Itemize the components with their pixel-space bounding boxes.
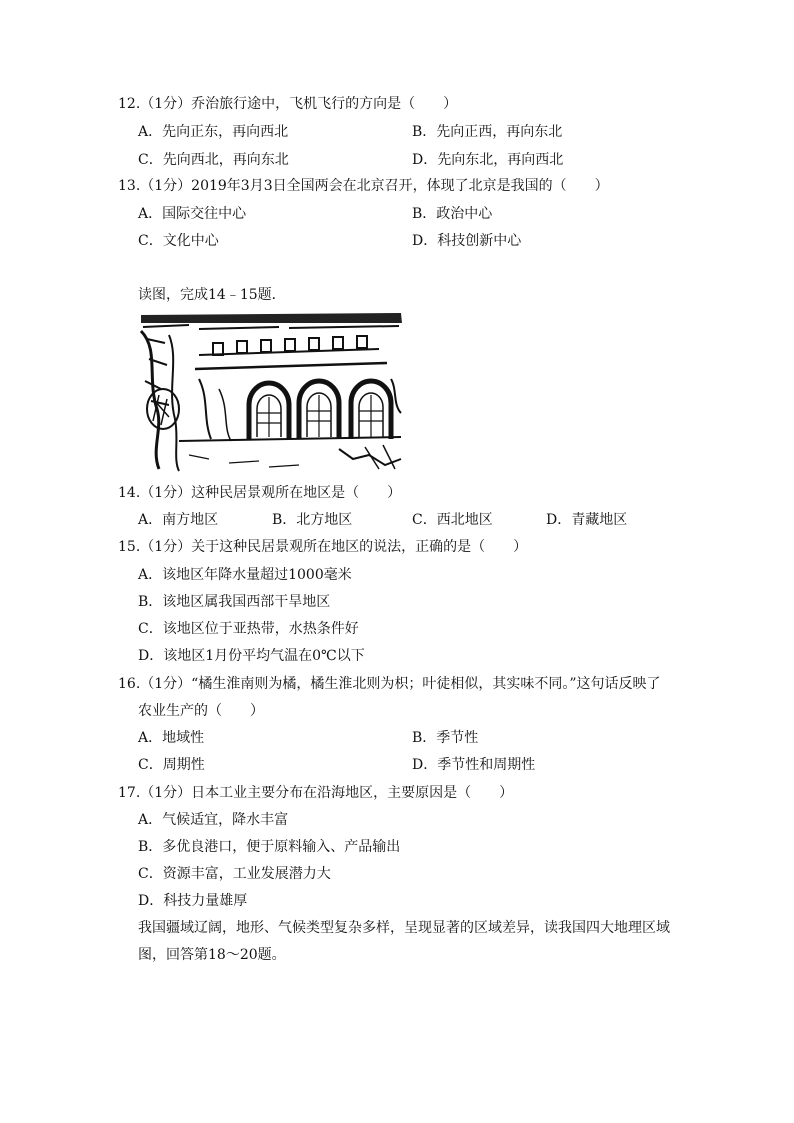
q12-option-c: C．先向西北，再向东北 [138, 152, 289, 168]
q14-option-d: D．青藏地区 [546, 512, 628, 528]
regional-map-intro: 我国疆域辽阔，地形、气候类型复杂多样，呈现显著的区域差异，读我国四大地理区域 [138, 920, 670, 936]
q16-option-d: D．季节性和周期性 [412, 757, 536, 773]
q12-option-a: A．先向正东，再向西北 [138, 124, 289, 140]
q17-option-b: B．多优良港口，便于原料输入、产品输出 [138, 839, 401, 855]
q13-option-d: D．科技创新中心 [412, 233, 522, 249]
read-figure-instruction: 读图，完成14﹣15题． [138, 287, 286, 303]
question-17-stem: 17.（1分）日本工业主要分布在沿海地区，主要原因是（ ） [118, 785, 514, 801]
q15-option-a: A．该地区年降水量超过1000毫米 [138, 567, 352, 583]
question-16-stem-continuation: 农业生产的（ ） [138, 703, 264, 719]
question-14-stem: 14.（1分）这种民居景观所在地区是（ ） [118, 485, 402, 501]
q13-option-c: C．文化中心 [138, 233, 219, 249]
q14-option-c: C．西北地区 [412, 512, 493, 528]
q12-option-d: D．先向东北，再向西北 [412, 152, 564, 168]
q13-option-a: A．国际交往中心 [138, 206, 247, 222]
question-12-stem: 12.（1分）乔治旅行途中，飞机飞行的方向是（ ） [118, 96, 458, 112]
q17-option-a: A．气候适宜，降水丰富 [138, 812, 289, 828]
q14-option-b: B．北方地区 [272, 512, 353, 528]
q12-option-b: B．先向正西，再向东北 [412, 124, 563, 140]
regional-map-intro-continuation: 图，回答第18～20题。 [138, 947, 286, 963]
question-15-stem: 15.（1分）关于这种民居景观所在地区的说法，正确的是（ ） [118, 539, 528, 555]
q17-option-c: C．资源丰富，工业发展潜力大 [138, 866, 331, 882]
q16-option-a: A．地域性 [138, 730, 205, 746]
q17-option-d: D．科技力量雄厚 [138, 893, 248, 909]
q15-option-b: B．该地区属我国西部干旱地区 [138, 594, 331, 610]
q15-option-c: C．该地区位于亚热带，水热条件好 [138, 621, 359, 637]
q13-option-b: B．政治中心 [412, 206, 493, 222]
q15-option-d: D．该地区1月份平均气温在0℃以下 [138, 648, 365, 664]
cave-dwelling-illustration [139, 309, 405, 475]
q14-option-a: A．南方地区 [138, 512, 219, 528]
question-16-stem: 16.（1分）“橘生淮南则为橘，橘生淮北则为枳；叶徒相似，其实味不同。”这句话反映了 [118, 676, 661, 692]
question-13-stem: 13.（1分）2019年3月3日全国两会在北京召开，体现了北京是我国的（ ） [118, 178, 609, 194]
q16-option-c: C．周期性 [138, 757, 205, 773]
q16-option-b: B．季节性 [412, 730, 479, 746]
